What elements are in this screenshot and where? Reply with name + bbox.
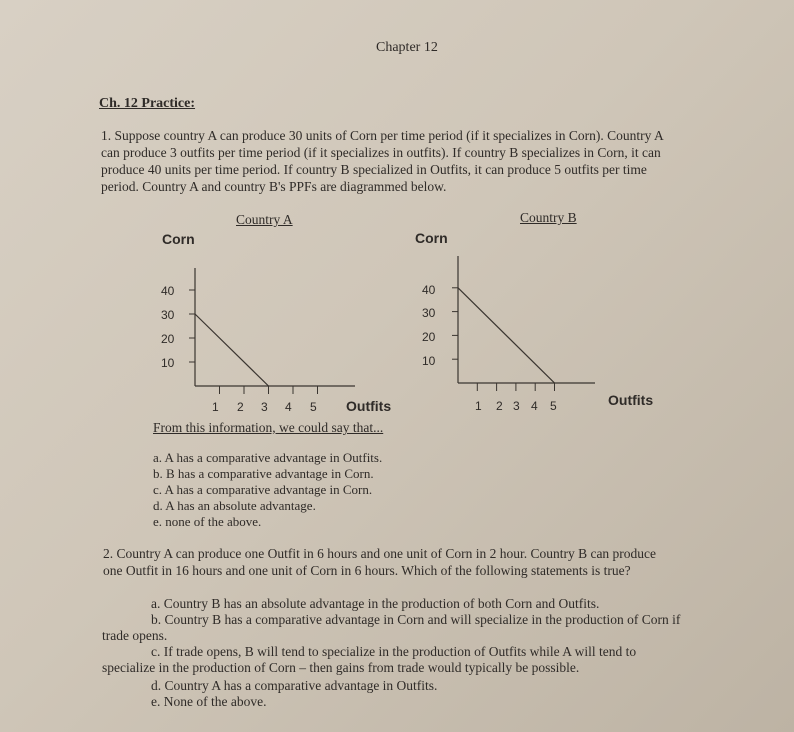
q2-option-b-cont: trade opens. xyxy=(102,628,168,643)
chart-a-xtick: 1 xyxy=(212,400,219,414)
chart-a-ppf-line xyxy=(195,314,269,386)
chart-b-xtick: 2 xyxy=(496,399,503,413)
q2-option-e[interactable]: e. None of the above. xyxy=(151,694,267,709)
chart-a-xtick: 2 xyxy=(237,400,244,414)
chart-a-xtick: 3 xyxy=(261,400,268,414)
q1-prompt: From this information, we could say that... xyxy=(153,420,384,435)
chart-b-xtick: 4 xyxy=(531,399,538,413)
q1-option-d[interactable]: d. A has an absolute advantage. xyxy=(153,498,316,513)
chart-a-xlabel: Outfits xyxy=(346,398,392,414)
q2-line: 2. Country A can produce one Outfit in 6 hours and one unit of Corn in 2 hour. Country B can produce xyxy=(103,546,657,561)
chart-b-ytick: 10 xyxy=(422,354,436,368)
q2-option-a[interactable]: a. Country B has an absolute advantage in the production of both Corn and Outfits. xyxy=(151,596,600,611)
chart-b-ylabel: Corn xyxy=(415,230,448,246)
q1-line: period. Country A and country B's PPFs are diagrammed below. xyxy=(101,179,447,194)
q2-option-c-cont: specialize in the production of Corn – then gains from trade would typically be possible. xyxy=(102,660,580,675)
section-title: Ch. 12 Practice: xyxy=(99,96,196,111)
chart-a-xtick: 4 xyxy=(285,400,292,414)
chart-b-xtick: 1 xyxy=(475,399,482,413)
chart-a-ppf xyxy=(189,268,355,394)
chart-b-ppf xyxy=(452,256,595,391)
chart-b-title: Country B xyxy=(520,210,577,225)
q1-option-b[interactable]: b. B has a comparative advantage in Corn. xyxy=(153,466,374,481)
chart-a-title: Country A xyxy=(236,212,293,227)
chart-a-xtick: 5 xyxy=(310,400,317,414)
q1-line: produce 40 units per time period. If country B specialized in Outfits, it can produce 5 outfits per time xyxy=(101,162,647,177)
chart-a-ytick: 20 xyxy=(161,332,175,346)
chart-b-ytick: 20 xyxy=(422,330,436,344)
chart-a-ytick: 10 xyxy=(161,356,175,370)
chart-b-ppf-line xyxy=(458,288,555,383)
q1-line: 1. Suppose country A can produce 30 units of Corn per time period (if it specializes in Corn). Country A xyxy=(101,128,664,143)
q2-option-c[interactable]: c. If trade opens, B will tend to specialize in the production of Outfits while A will tend to xyxy=(151,644,637,659)
chart-a-ytick: 30 xyxy=(161,308,175,322)
q1-option-c[interactable]: c. A has a comparative advantage in Corn. xyxy=(153,482,373,497)
q1-option-e[interactable]: e. none of the above. xyxy=(153,514,262,529)
chart-b-ytick: 30 xyxy=(422,306,436,320)
chart-b-xtick: 5 xyxy=(550,399,557,413)
q2-line: one Outfit in 16 hours and one unit of Corn in 6 hours. Which of the following statements is true? xyxy=(103,563,631,578)
q2-option-d[interactable]: d. Country A has a comparative advantage in Outfits. xyxy=(151,678,438,693)
chart-a-ylabel: Corn xyxy=(162,231,195,247)
chart-b-xlabel: Outfits xyxy=(608,392,654,408)
q1-option-a[interactable]: a. A has a comparative advantage in Outfits. xyxy=(153,450,383,465)
chapter-header: Chapter 12 xyxy=(376,40,438,55)
q2-option-b[interactable]: b. Country B has a comparative advantage in Corn and will specialize in the production of Corn if xyxy=(151,612,681,627)
chart-a-ytick: 40 xyxy=(161,284,175,298)
q1-line: can produce 3 outfits per time period (if it specializes in outfits). If country B specializes in Corn, it can xyxy=(101,145,661,160)
chart-b-xtick: 3 xyxy=(513,399,520,413)
chart-b-ytick: 40 xyxy=(422,283,436,297)
